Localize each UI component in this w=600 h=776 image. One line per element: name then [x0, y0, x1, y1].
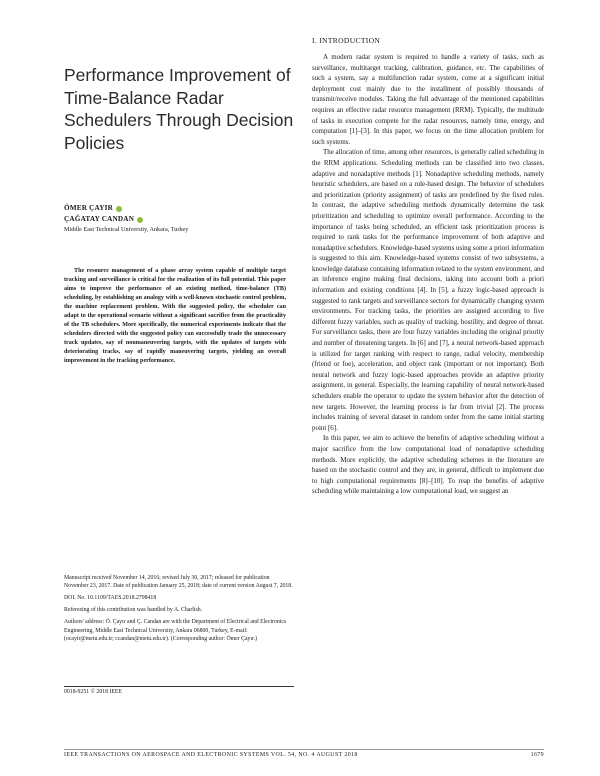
abstract: The resource management of a phase array system capable of multiple target tracking and surveillance is critical for the realization of its full potential. This paper aims to improve the performance of an existing method, time-balance (TB) scheduling, by establishing an analogy with a well-known stochastic control problem, the machine replacement problem. With the suggested policy, the scheduler can adapt to the operational scenario without a significant sacrifice from the practicality of the TB schedulers. More specifically, the numerical experiments indicate that the schedulers directed with the suggested policy can successfully trade the unnecessary track updates, say of nonmaneuvering targets, with the updates of targets with deteriorating tracks, say of rapidly maneuvering targets, yielding an overall improvement in the tracking performance. [64, 268, 286, 365]
author-line [64, 214, 294, 225]
footnotes [64, 574, 294, 647]
author-block [64, 203, 294, 235]
manuscript-history: Manuscript received November 14, 2016; revised July 30, 2017; released for publication November 23, 2017. Date of publication January 25, 2018; date of current version August 7, 2018. [64, 575, 293, 590]
orcid-icon[interactable] [137, 217, 143, 223]
journal-info: IEEE TRANSACTIONS ON AEROSPACE AND ELECTRONIC SYSTEMS VOL. 54, NO. 4 AUGUST 2018 [64, 752, 358, 758]
body-paragraph: A modern radar system is required to handle a variety of tasks, such as surveillance, multitarget tracking, calibration, guidance, etc. The capabilities of such a system, say a multifunction radar system, come at a significant initial deployment cost mainly due to the installment of possibly thousands of transmit/receive modules. Taking the full advantage of the mentioned capabilities requires an effective radar resource management (RRM). Typically, the multitude of tasks in execution compete for the radar resources, namely time, energy, and computation [1]–[3]. In this paper, we focus on the time allocation problem for such systems. [312, 53, 544, 146]
authors-address: Authors' address: Ö. Çayır and Ç. Candan are with the Department of Electrical and Electronics Engineering, Middle East Technical University, Ankara 06800, Turkey, E-mail: (ocayir@metu.edu.tr; ccandan@metu.edu.tr). (Corresponding author: Ömer Çayır.) [64, 619, 287, 642]
body-paragraph: The allocation of time, among other resources, is generally called scheduling in the RRM applications. Scheduling methods can be classified into two classes, adaptive and nonadaptive methods [1]. Nonadaptive scheduling methods, namely heuristic schedulers, are based on a rule-based design. The behavior of schedulers and prioritization (priority assignment) of tasks are predefined by the fixed rules. In contrast, the adaptive scheduling methods dynamically determine the task prioritization and scheduling to optimize overall performance. According to the importance of tasks being scheduled, an efficient task prioritization process is required to rank tasks for the performance improvement of both adaptive and nonadaptive schedulers. Knowledge-based systems using some a priori information is suggested to this aim. Knowledge-based systems consist of two subsystems, a knowledge database containing information related to the system environment, and an inference engine making final decisions, taking into account both a priori information and existing conditions [4]. In [5], a fuzzy logic-based approach is suggested to rank targets and surveillance sectors for dynamically changing system environments. For tracking tasks, the priorities are assigned according to five different fuzzy variables, such as quality of tracking, hostility, and degree of threat. For surveillance tasks, there are four fuzzy variables including the original priority and number of threatening targets. In [6] and [7], a neural network-based approach is utilized for target ranking with respect to range, radial velocity, membership (friend or foe), acceleration, and object rank (important or not important). Both neural network and fuzzy logic-based approaches provide an adaptive priority assignment, in general. Especially, the learning capability of neural network-based schedulers enable the operator to update the system behavior after the detection of new targets. However, the learning process is far from trivial [2]. The process includes training of several dataset in random order from the same initial starting point [6]. [312, 148, 544, 432]
footnote-divider [64, 686, 294, 687]
body-paragraph: In this paper, we aim to achieve the benefits of adaptive scheduling without a major sacrifice from the low computational load of nonadaptive scheduling methods. More explicitly, the adaptive scheduling schemes in the literature are based on the stochastic control and they are, in general, difficult to implement due to high computational requirements [8]–[10]. To reap the benefits of adaptive scheduling while maintaining a low computational load, we suggest an [312, 434, 544, 496]
issn-copyright: 0018-9251 © 2018 IEEE [64, 689, 123, 695]
page-number: 1679 [530, 752, 544, 758]
paper-title: Performance Improvement of Time-Balance Radar Schedulers Through Decision Policies [64, 65, 294, 153]
orcid-icon[interactable] [116, 206, 122, 212]
refereeing-note: Refereeing of this contribution was handled by A. Charlish. [64, 607, 203, 614]
footer-divider [64, 749, 544, 750]
doi[interactable]: DOI. No. 10.1109/TAES.2018.2798418 [64, 595, 157, 602]
author-name: ÇAĞATAY CANDAN [64, 215, 135, 223]
section-heading: I. INTRODUCTION [312, 36, 381, 45]
author-line [64, 203, 294, 214]
affiliation: Middle East Technical University, Ankara, Turkey [64, 226, 189, 233]
body-column [312, 52, 544, 497]
page-footer [64, 752, 544, 758]
author-name: ÖMER ÇAYIR [64, 204, 114, 212]
